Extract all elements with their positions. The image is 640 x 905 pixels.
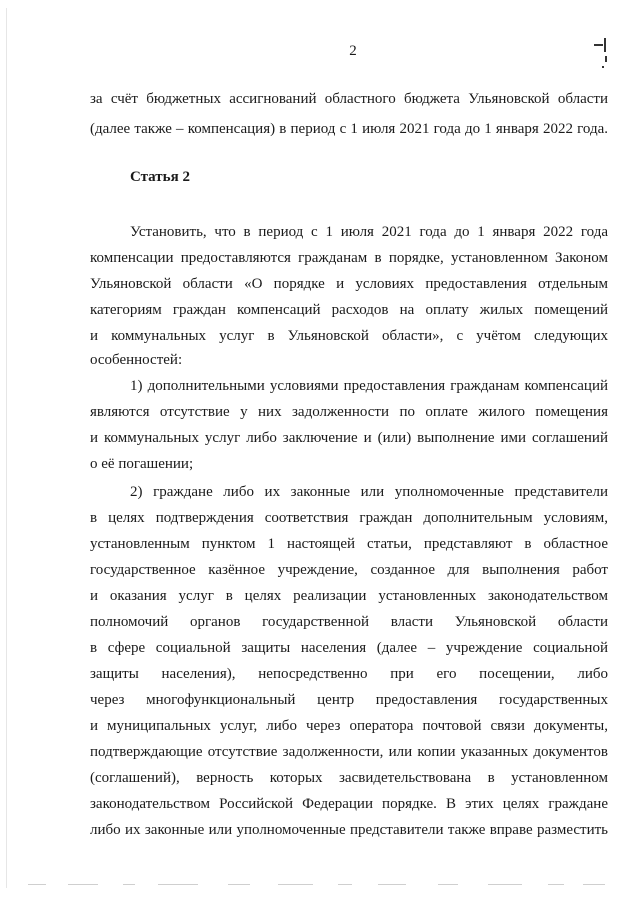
body-line: 2) граждане либо их законные или уполномоченные представители bbox=[130, 484, 608, 500]
body-line: и муниципальных услуг, либо через оператора почтовой связи документы, bbox=[90, 718, 608, 734]
body-line: государственное казённое учреждение, созданное для выполнения работ bbox=[90, 562, 608, 578]
corner-mark-icon bbox=[590, 34, 612, 70]
body-line: в целях подтверждения соответствия граждан дополнительным условиям, bbox=[90, 510, 608, 526]
body-line: (далее также – компенсация) в период с 1 июля 2021 года до 1 января 2022 года. bbox=[90, 121, 608, 137]
body-line: о её погашении; bbox=[90, 456, 194, 472]
body-line: компенсации предоставляются гражданам в порядке, установленном Законом bbox=[90, 250, 608, 266]
body-line: Ульяновской области «О порядке и условиях предоставления отдельным bbox=[90, 276, 608, 292]
body-line: Установить, что в период с 1 июля 2021 года до 1 января 2022 года bbox=[130, 224, 608, 240]
body-line: законодательством Российской Федерации порядке. В этих целях граждане bbox=[90, 796, 608, 812]
body-line: установленным пунктом 1 настоящей статьи, представляют в областное bbox=[90, 536, 608, 552]
article-heading: Статья 2 bbox=[130, 169, 190, 185]
body-line: через многофункциональный центр предоставления государственных bbox=[90, 692, 608, 708]
scan-bottom-artifact bbox=[28, 880, 608, 890]
body-line: полномочий органов государственной власти Ульяновской области bbox=[90, 614, 608, 630]
body-line: и коммунальных услуг в Ульяновской области», с учётом следующих bbox=[90, 328, 608, 344]
scan-edge-shadow bbox=[6, 8, 7, 888]
body-line: категориям граждан компенсаций расходов на оплату жилых помещений bbox=[90, 302, 608, 318]
body-line: либо их законные или уполномоченные представители также вправе разместить bbox=[90, 822, 608, 838]
body-line: являются отсутствие у них задолженности по оплате жилого помещения bbox=[90, 404, 608, 420]
body-line: в сфере социальной защиты населения (далее – учреждение социальной bbox=[90, 640, 608, 656]
page-number: 2 bbox=[349, 43, 357, 59]
body-line: защиты населения), непосредственно при его посещении, либо bbox=[90, 666, 608, 682]
body-line: 1) дополнительными условиями предоставления гражданам компенсаций bbox=[130, 378, 608, 394]
body-line: и коммунальных услуг либо заключение и (или) выполнение ими соглашений bbox=[90, 430, 608, 446]
body-line: подтверждающие отсутствие задолженности, или копии указанных документов bbox=[90, 744, 608, 760]
body-line: за счёт бюджетных ассигнований областного бюджета Ульяновской области bbox=[90, 91, 608, 107]
body-line: особенностей: bbox=[90, 352, 183, 368]
body-line: (соглашений), верность которых засвидетельствована в установленном bbox=[90, 770, 608, 786]
body-line: и оказания услуг в целях реализации установленных законодательством bbox=[90, 588, 608, 604]
